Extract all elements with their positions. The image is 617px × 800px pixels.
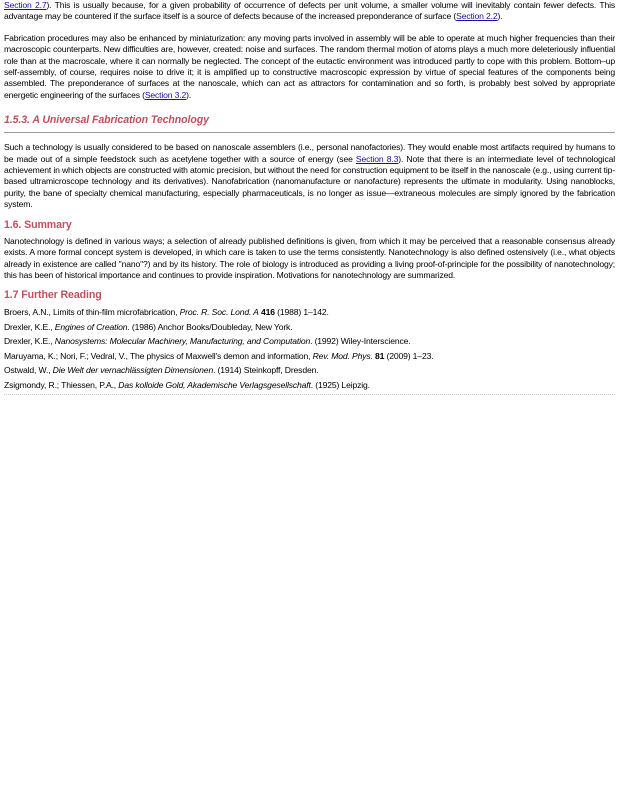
reference-item: Zsigmondy, R.; Thiessen, P.A., Das kolloide Gold, Akademische Verlagsgesellschaft. (1925) Leipzig.	[4, 379, 370, 390]
heading-universal-fabrication: 1.5.3. A Universal Fabrication Technology	[4, 114, 209, 127]
paragraph-miniaturization-text: Fabrication procedures may also be enhanced by miniaturization: any moving parts involved in assembly will be able to operate at much higher frequencies than their macroscopic counterparts. New difficulties are, however, created: noise and surfaces. The random thermal motion of atoms plays a much more deleteriously influential role than at the macroscale, where it can normally be neglected. The concept of the eutactic environment was introduced partly to cope with this problem. Bottom–up self-assembly, of course, requires noise to drive it; it is amplified up to constructive macroscopic expression by virtue of special features of the components being assembled. The preponderance of surfaces at the nanoscale, which can act as attractors for contamination and so forth, is probably best solved by appropriate energetic engineering of the surfaces (	[4, 32, 615, 100]
heading-summary: 1.6. Summary	[4, 218, 72, 231]
reference-item: Drexler, K.E., Engines of Creation. (1986) Anchor Books/Doubleday, New York.	[4, 321, 293, 332]
section-3-2-link[interactable]: Section 3.2	[144, 89, 187, 100]
paragraph-miniaturization-end: ).	[186, 89, 192, 100]
paragraph-universal-fabrication-text: Such a technology is usually considered to be based on nanoscale assemblers (i.e., personal nanofactories). They would enable most artifacts required by humans to be made out of a simple feedstock such as acetylene together with a source of energy (see	[4, 142, 615, 164]
section-8-3-link[interactable]: Section 8.3	[355, 153, 399, 164]
section-divider	[4, 132, 615, 133]
end-divider	[4, 394, 615, 395]
heading-further-reading: 1.7 Further Reading	[4, 289, 102, 302]
paragraph-miniaturization	[4, 33, 615, 101]
reference-item: Drexler, K.E., Nanosystems: Molecular Machinery, Manufacturing, and Computation. (1992) Wiley-Interscience.	[4, 336, 411, 347]
paragraph-defects-text: ). This is usually because, for a given probability of occurrence of defects per unit volume, a smaller volume will inevitably contain fewer defects. This advantage may be countered if the surface itself is a source of defects because of the increased preponderance of surface (	[4, 0, 615, 22]
paragraph-defects-end: ).	[497, 11, 503, 22]
spacer	[4, 23, 615, 33]
document-page	[0, 0, 615, 395]
section-2-2-link[interactable]: Section 2.2	[456, 11, 498, 22]
paragraph-universal-fabrication	[4, 142, 615, 210]
reference-item: Ostwald, W., Die Welt der vernachlässigten Dimensionen. (1914) Steinkopff, Dresden.	[4, 365, 319, 376]
section-2-7-link[interactable]: Section 2.7	[4, 0, 47, 10]
reference-item: Broers, A.N., Limits of thin-film microfabrication, Proc. R. Soc. Lond. A 416 (1988) 1–142.	[4, 307, 329, 318]
paragraph-summary: Nanotechnology is defined in various ways; a selection of already published definitions is given, from which it may be perceived that a reasonable consensus already exists. A more formal concept system is developed, in which care is taken to use the terms consistently. Nanotechnology is also defined ostensively (i.e., what objects already in existence are called "nano"?) and by its history. The role of biology is introduced as providing a living proof-of-principle for the possibility of nanotechnology; this has been of historical importance and continues to provide inspiration. Motivations for nanotechnology are summarized.	[4, 235, 615, 280]
paragraph-defects	[4, 0, 615, 23]
paragraph-universal-fabrication-end: ). Note that there is an intermediate level of technological achievement in which objects are constructed with atomic precision, but without the need for construction equipment to be itself in the nanoscale (e.g., using current tip-based ultramicroscope technology and its derivatives). Nanofabrication (nanomanufacture or nanofacture) represents the ultimate in modularity. Using nanoblocks, purity, the bane of specialty chemical manufacturing, especially pharmaceuticals, is no longer as issue—extraneous molecules are simply ignored by the fabrication system.	[4, 153, 615, 210]
reference-item: Maruyama, K.; Nori, F.; Vedral, V., The physics of Maxwell's demon and information, Rev. Mod. Phys. 81 (2009) 1–23.	[4, 350, 434, 361]
reference-list	[4, 307, 615, 391]
